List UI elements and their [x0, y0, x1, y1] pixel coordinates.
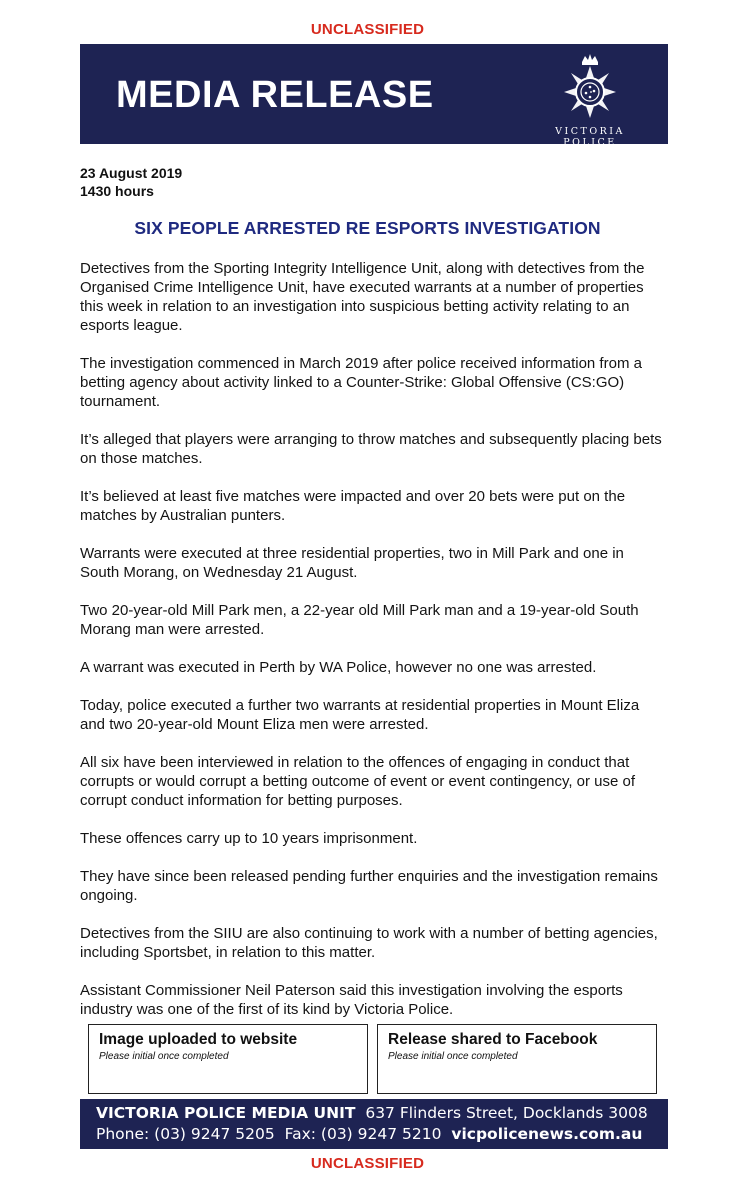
media-release-banner: [80, 44, 668, 148]
crest-org-label: VICTORIA POLICE: [555, 126, 625, 148]
media-unit-footer: [80, 1099, 668, 1149]
footer-line-2: [96, 1125, 642, 1143]
paragraph: Assistant Commissioner Neil Paterson said this investigation involving the esports industry was one of the first of its kind by Victoria Police.: [80, 982, 623, 1018]
paragraph: Detectives from the SIIU are also continuing to work with a number of betting agencies, including Sportsbet, in relation to this matter.: [80, 925, 658, 961]
classification-top: UNCLASSIFIED: [310, 21, 425, 38]
paragraph: All six have been interviewed in relation to the offences of engaging in conduct that corrupts or would corrupt a betting outcome of event or event contingency, or use of corrupt conduct information for betting purposes.: [80, 754, 636, 809]
facebook-share-box: [377, 1024, 657, 1094]
footer-fax: Fax: (03) 9247 5210: [284, 1125, 442, 1143]
paragraph: A warrant was executed in Perth by WA Police, however no one was arrested.: [80, 659, 597, 676]
headline: SIX PEOPLE ARRESTED RE ESPORTS INVESTIGATION: [134, 218, 601, 238]
paragraph: Two 20-year-old Mill Park men, a 22-year old Mill Park man and a 19-year-old South Morang man were arrested.: [80, 602, 639, 638]
footer-website: vicpolicenews.com.au: [451, 1125, 643, 1143]
release-body: [80, 259, 665, 1038]
website-box-title: Image uploaded to website: [99, 1031, 298, 1048]
paragraph: Warrants were executed at three residential properties, two in Mill Park and one in South Morang, on Wednesday 21 August.: [80, 545, 624, 581]
victoria-police-crest: [550, 52, 630, 148]
paragraph: Detectives from the Sporting Integrity Intelligence Unit, along with detectives from the Organised Crime Intelligence Unit, have executed warrants at a number of properties this week in relation to an investigation into suspicious betting activity relating to an esports league.: [80, 260, 645, 334]
facebook-box-note: Please initial once completed: [388, 1051, 518, 1062]
footer-phone: Phone: (03) 9247 5205: [96, 1125, 275, 1143]
facebook-box-title: Release shared to Facebook: [388, 1031, 598, 1048]
police-star-crest-icon: [550, 52, 630, 124]
paragraph: These offences carry up to 10 years imprisonment.: [80, 830, 418, 847]
paragraph: The investigation commenced in March 2019 after police received information from a betting agency about activity linked to a Counter-Strike: Global Offensive (CS:GO) tournament.: [80, 355, 642, 410]
footer-address: 637 Flinders Street, Docklands 3008: [365, 1104, 648, 1122]
release-date: 23 August 2019: [80, 165, 183, 181]
release-time: 1430 hours: [80, 183, 154, 199]
footer-unit: VICTORIA POLICE MEDIA UNIT: [96, 1104, 356, 1122]
paragraph: It’s alleged that players were arranging to throw matches and subsequently placing bets on those matches.: [80, 431, 662, 467]
paragraph: Today, police executed a further two warrants at residential properties in Mount Eliza and two 20-year-old Mount Eliza men were arrested.: [80, 697, 640, 733]
footer-line-1: [96, 1104, 648, 1122]
paragraph: It’s believed at least five matches were impacted and over 20 bets were put on the matches by Australian punters.: [80, 488, 626, 524]
release-date-block: [80, 164, 182, 200]
website-upload-box: [88, 1024, 368, 1094]
banner-title: MEDIA RELEASE: [116, 74, 434, 116]
classification-bottom: UNCLASSIFIED: [310, 1155, 425, 1172]
paragraph: They have since been released pending further enquiries and the investigation remains ongoing.: [80, 868, 658, 904]
website-box-note: Please initial once completed: [99, 1051, 229, 1062]
